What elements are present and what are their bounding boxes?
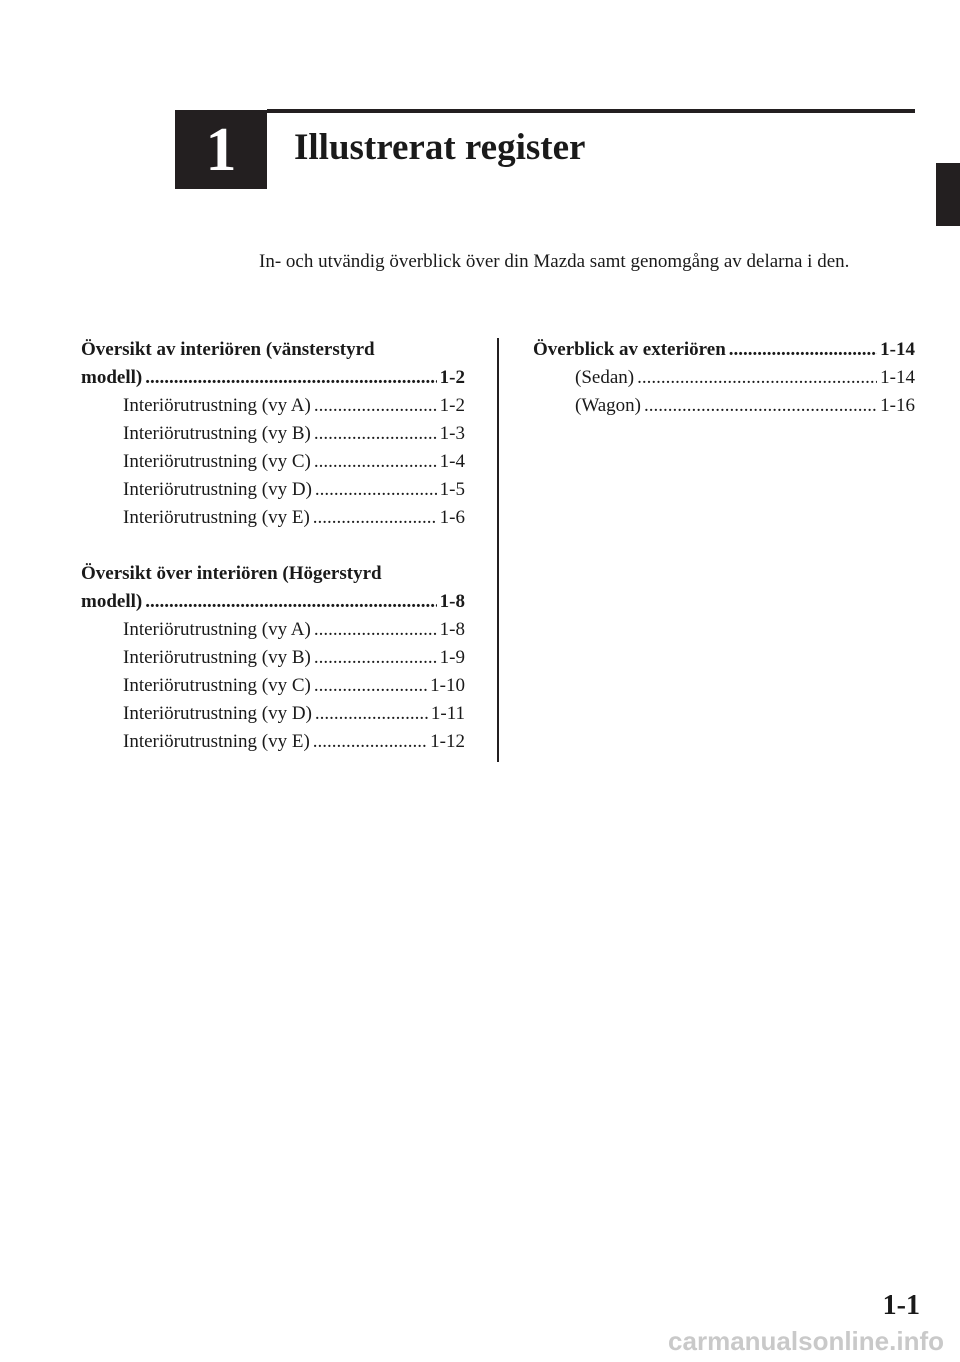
toc-item[interactable] — [81, 476, 465, 504]
toc-item-label: Interiörutrustning (vy E) — [123, 731, 310, 752]
dot-leader — [314, 392, 437, 420]
toc-left-column — [81, 336, 465, 756]
toc-item-label: Interiörutrustning (vy C) — [123, 675, 311, 696]
toc-item-label: Interiörutrustning (vy B) — [123, 423, 311, 444]
dot-leader — [314, 420, 437, 448]
toc-section-entry[interactable] — [533, 336, 915, 364]
toc-section-title-cont: modell) — [81, 367, 143, 388]
toc-item-page: 1-3 — [439, 423, 465, 444]
toc-item[interactable] — [533, 392, 915, 420]
chapter-number-box — [175, 110, 267, 189]
toc-page-ref: 1-14 — [880, 339, 915, 360]
toc-item-label: Interiörutrustning (vy A) — [123, 395, 311, 416]
toc-item-page: 1-4 — [439, 451, 465, 472]
dot-leader — [314, 448, 437, 476]
toc-item-label: Interiörutrustning (vy D) — [123, 479, 312, 500]
toc-item-page: 1-6 — [439, 507, 465, 528]
dot-leader — [313, 504, 437, 532]
toc-section-entry[interactable] — [81, 364, 465, 392]
toc-item[interactable] — [533, 364, 915, 392]
column-divider — [497, 338, 499, 762]
toc-item-page: 1-12 — [430, 731, 465, 752]
dot-leader — [145, 364, 436, 392]
dot-leader — [644, 392, 877, 420]
toc-item-page: 1-5 — [439, 479, 465, 500]
dot-leader — [145, 588, 436, 616]
toc-item-label: (Wagon) — [575, 395, 641, 416]
toc-section-title-cont: modell) — [81, 591, 143, 612]
dot-leader — [637, 364, 877, 392]
toc-item[interactable] — [81, 616, 465, 644]
dot-leader — [729, 336, 877, 364]
toc-page-ref: 1-8 — [439, 591, 465, 612]
toc-item-label: (Sedan) — [575, 367, 635, 388]
dot-leader — [313, 728, 427, 756]
intro-text: In- och utvändig överblick över din Mazda samt genomgång av delarna i den. — [259, 251, 850, 272]
dot-leader — [315, 476, 437, 504]
toc-section-title: Översikt av interiören (vänsterstyrd — [81, 339, 375, 360]
chapter-title: Illustrerat register — [294, 127, 586, 168]
section-gap — [81, 532, 465, 560]
toc-right-column — [533, 336, 915, 420]
title-rule — [267, 109, 915, 113]
toc-item[interactable] — [81, 420, 465, 448]
toc-item-label: Interiörutrustning (vy A) — [123, 619, 311, 640]
toc-item[interactable] — [81, 448, 465, 476]
toc-item-label: Interiörutrustning (vy E) — [123, 507, 310, 528]
toc-item-label: Interiörutrustning (vy C) — [123, 451, 311, 472]
watermark: carmanualsonline.info — [668, 1326, 944, 1356]
toc-item-page: 1-9 — [439, 647, 465, 668]
toc-item-label: Interiörutrustning (vy D) — [123, 703, 312, 724]
toc-item[interactable] — [81, 504, 465, 532]
dot-leader — [315, 700, 428, 728]
toc-item[interactable] — [81, 700, 465, 728]
dot-leader — [314, 644, 437, 672]
toc-item-page: 1-8 — [439, 619, 465, 640]
dot-leader — [314, 616, 437, 644]
toc-item[interactable] — [81, 672, 465, 700]
toc-item[interactable] — [81, 728, 465, 756]
toc-item-label: Interiörutrustning (vy B) — [123, 647, 311, 668]
toc-page-ref: 1-2 — [439, 367, 465, 388]
chapter-number: 1 — [205, 115, 237, 184]
toc-section-title: Översikt över interiören (Högerstyrd — [81, 563, 382, 584]
toc-item-page: 1-2 — [439, 395, 465, 416]
toc-item-page: 1-11 — [430, 703, 465, 724]
dot-leader — [314, 672, 427, 700]
toc-section-title: Överblick av exteriören — [533, 339, 726, 360]
toc-item-page: 1-14 — [880, 367, 915, 388]
toc-item-page: 1-10 — [430, 675, 465, 696]
toc-item[interactable] — [81, 644, 465, 672]
toc-item[interactable] — [81, 392, 465, 420]
toc-section-entry[interactable] — [81, 588, 465, 616]
toc-item-page: 1-16 — [880, 395, 915, 416]
chapter-side-tab — [936, 163, 960, 226]
page-number: 1-1 — [882, 1290, 920, 1321]
